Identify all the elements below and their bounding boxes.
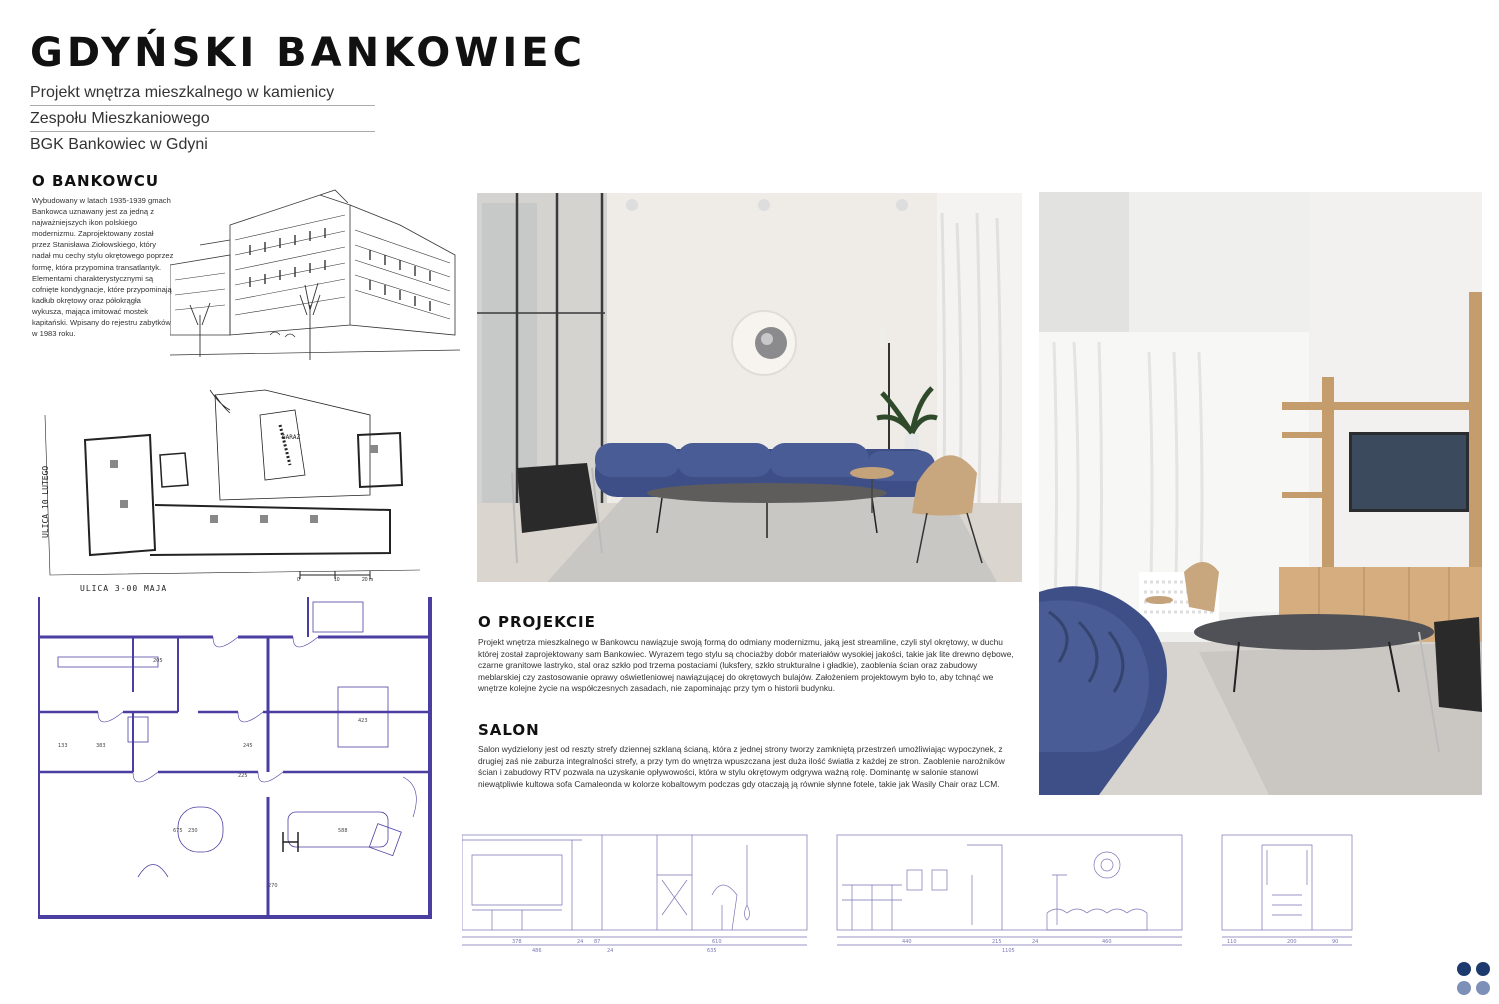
- floor-plan-drawing: [38, 597, 433, 922]
- svg-text:675: 675: [173, 828, 183, 834]
- svg-text:588: 588: [338, 828, 348, 834]
- page-title: GDYŃSKI BANKOWIEC: [30, 30, 586, 76]
- decorative-dots-logo: [1456, 961, 1492, 997]
- scale-label-0: 0: [297, 577, 300, 583]
- svg-text:225: 225: [238, 773, 248, 779]
- subtitle-line-3: BGK Bankowiec w Gdyni: [30, 136, 208, 153]
- svg-text:460: 460: [1102, 939, 1112, 945]
- site-plan-sketch: [40, 385, 430, 595]
- building-sketch: [170, 185, 460, 375]
- svg-text:24: 24: [577, 939, 584, 945]
- subtitle-block: [30, 80, 375, 158]
- about-text: Wybudowany w latach 1935-1939 gmach Bankowca uznawany jest za jedną z najważniejszych ikon polskiego modernizmu. Zaprojektowany został przez Stanisława Ziołowskiego, który nadał mu cechy stylu okrętowego poprzez formę, która przypomina transatlantyk. Elementami charakterystycznymi są cofnięte kondygnacje, które przypominają kadłub okrętowy oraz półokrągła wykusza, mająca imitować mostek kapitański. Wpisany do rejestru zabytków w 1983 roku.: [32, 196, 174, 339]
- street-label-left: ULICA 10 LUTEGO: [41, 465, 50, 538]
- about-heading: O BANKOWCU: [32, 172, 160, 190]
- living-room-photo: [477, 193, 1022, 582]
- subtitle-line-2: Zespołu Mieszkaniowego: [30, 106, 375, 132]
- salon-photo: [1039, 192, 1482, 795]
- project-heading: O PROJEKCIE: [478, 613, 596, 631]
- project-text: Projekt wnętrza mieszkalnego w Bankowcu nawiązuje swoją formą do odmiany modernizmu, jaką jest streamline, czyli styl okrętowy, w duchu której został zaprojektowany sam Bankowiec. Wyrazem tego stylu są chociażby dobór materiałów wysokiej jakości, takie jak lite drewno dębowe, czarne granitowe lastryko, stal oraz szkło pod trzema postaciami (luksfery, szkło strukturalne i gładkie), zaoblenia ścian oraz zabudowy meblarskiej czy zastosowanie oprawy oświetleniowej nawiązującej do okrętowych bulajów. Założeniem projektowym było to, aby tchnąć we wnętrze kolejne życie na współczesnych zasadach, nie zapominając przy tym o historii budynku.: [478, 637, 1014, 694]
- svg-text:270: 270: [268, 883, 278, 889]
- salon-text: Salon wydzielony jest od reszty strefy dziennej szklaną ścianą, która z jednej strony tworzy zamkniętą przestrzeń umożliwiając wypoczynek, z drugiej zaś nie zaburza integralności strefy, a przy tym do wnętrza wpuszczana jest duża ilość światła z każdej ze stron. Zaoblenie narożników ścian i zabudowy RTV pozwala na uzyskanie opływowości, która w stylu okrętowym odgrywa ważną rolę. Dominantę w salonie stanowi niewątpliwie kultowa sofa Camaleonda w kolorze kobaltowym podczas gdy otaczają ją równie słynne fotele, takie jak Wasily Chair oraz LCM.: [478, 744, 1005, 789]
- svg-text:133: 133: [58, 743, 68, 749]
- svg-text:378: 378: [512, 939, 522, 945]
- svg-text:215: 215: [992, 939, 1002, 945]
- scale-label-10: 10: [334, 577, 340, 583]
- svg-text:90: 90: [1332, 939, 1339, 945]
- street-label-bottom: ULICA 3-00 MAJA: [80, 584, 168, 593]
- svg-text:230: 230: [188, 828, 198, 834]
- svg-text:423: 423: [358, 718, 368, 724]
- svg-text:440: 440: [902, 939, 912, 945]
- garage-label: GARAŻ: [282, 434, 301, 441]
- svg-text:24: 24: [607, 948, 614, 954]
- svg-text:110: 110: [1227, 939, 1237, 945]
- svg-text:610: 610: [712, 939, 722, 945]
- svg-text:383: 383: [96, 743, 106, 749]
- svg-text:24: 24: [1032, 939, 1039, 945]
- svg-text:200: 200: [1287, 939, 1297, 945]
- scale-label-20: 20 m: [362, 577, 374, 583]
- svg-text:87: 87: [594, 939, 601, 945]
- svg-text:486: 486: [532, 948, 542, 954]
- svg-text:1105: 1105: [1002, 948, 1015, 954]
- elevation-drawings: [462, 825, 1362, 955]
- svg-text:205: 205: [153, 658, 163, 664]
- salon-heading: SALON: [478, 721, 540, 739]
- svg-text:635: 635: [707, 948, 717, 954]
- subtitle-line-1: Projekt wnętrza mieszkalnego w kamienicy: [30, 80, 375, 106]
- svg-text:245: 245: [243, 743, 253, 749]
